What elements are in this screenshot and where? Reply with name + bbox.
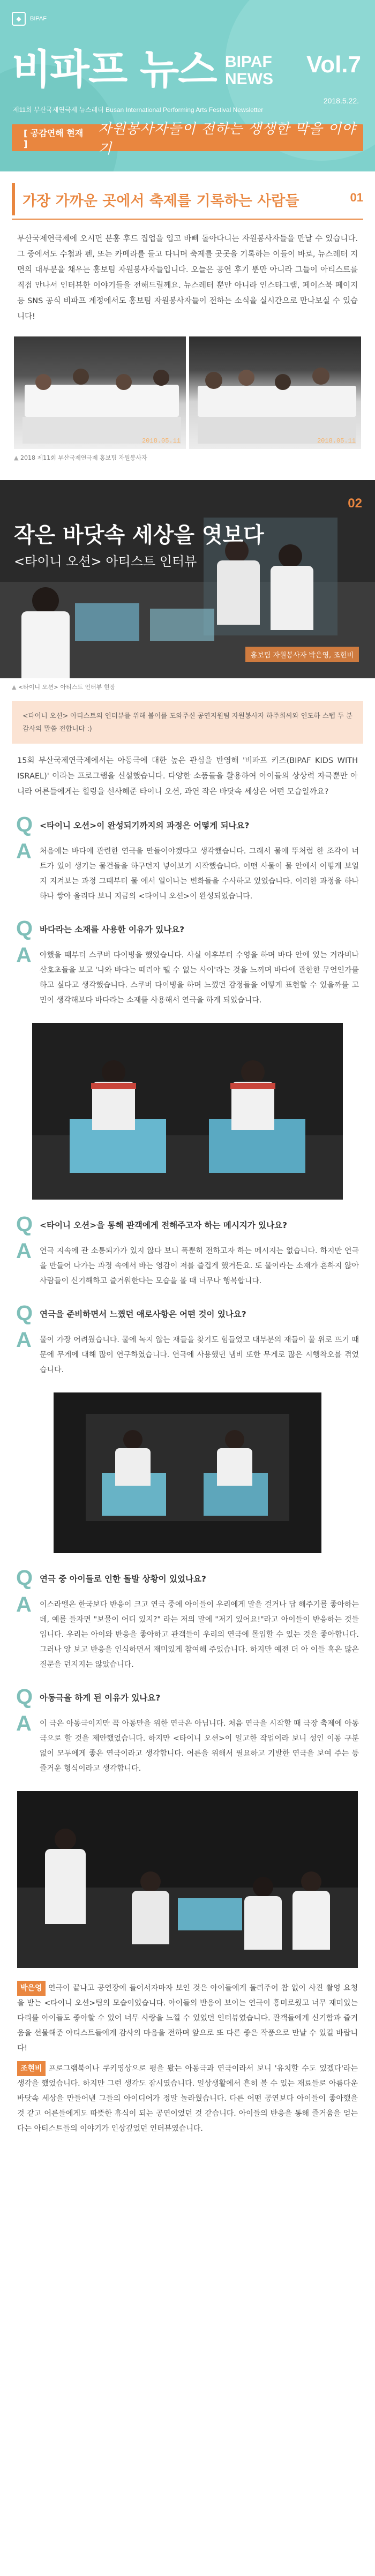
question-mark-icon: Q (16, 1301, 33, 1325)
remark-paragraph: 박은영 연극이 끝나고 공연장에 들어서자마자 보인 것은 아이들에게 돌려주어 참 없이 사진 촬영 요청을 받는 <타이니 오션>팀의 모습이었습니다. 아이들의 반응이 보이는 연극이 흥미로웠고 너무 재미있는 다리를 아이들도 좋아할 수 있어 너무 사랑을 느낄 수 있었던 인터뷰였습니다. 관객들에게 신기함과 즐거움을 선물해준 아티스트들에게 감사의 마음을 전하며 앞으로 또 다른 좋은 작품으로 만날 수 있길 바랍니다! (17, 1981, 358, 2056)
intro-note: <타이니 오션> 아티스트의 인터뷰를 위해 불어를 도와주신 공연지원팀 자원봉사자 하주희씨와 인도하 스텝 두 분 감사의 말씀 전합니다 :) (12, 701, 363, 744)
interviewer-name: 박은영 (17, 1981, 46, 1996)
performance-photo-1 (32, 1023, 343, 1200)
answer: A 아했을 때부터 스쿠버 다이빙을 했었습니다. 사실 이후부터 수영을 하며 바다 안에 있는 거라비나 산호초들을 보고 '나와 바다는 떼려야 뗄 수 없는 사이'라는 것을 느끼며 바다에 관한한 무언인가를 하고 싶다고 생각했습니다. 스쿠버 다이빙을 하며 느꼈던 감정들을 어떻게 표현할 수 있을까를 고민이 생각해보다 바다라는 소재를 사용해서 연극을 하게 되었습니다. (16, 945, 359, 1008)
logo-icon: ◆ (12, 12, 26, 26)
answer: A 연극 지속에 관 소통되가가 있지 않다 보니 폭뿐히 전하고자 하는 메시지는 없습니다. 하지만 연극을 만들어 나가는 과정 속에서 바는 영감이 저를 즐겁게 했거든요. 또 물이라는 소재가 흔하지 않아 사람들이 신기해하고 즐거워한다는 모습을 볼 때 너무나 행복합니다. (16, 1240, 359, 1289)
question: Q <타이니 오션>을 통해 관객에게 전해주고자 하는 메시지가 있나요? (16, 1212, 288, 1236)
section-heading (12, 183, 363, 215)
section-volunteers (0, 183, 375, 462)
answer-mark-icon: A (16, 1239, 32, 1263)
section-interview (0, 480, 375, 2136)
newsletter-subtitle: 제11회 부산국제연극제 뉴스레터 Busan International Performing Arts Festival Newsletter (13, 106, 264, 114)
photo-row (14, 336, 361, 449)
question-mark-icon: Q (16, 916, 33, 940)
question: Q 연극을 준비하면서 느꼈던 애로사항은 어떤 것이 있나요? (16, 1301, 246, 1325)
photo-caption: ▲ 2018 제11회 부산국제연극제 홍보팀 자원봉사자 (14, 453, 363, 462)
interview-hero-photo (0, 480, 375, 678)
answer: A 물이 가장 어려웠습니다. 물에 녹지 않는 재들을 찾기도 힘들었고 대부분의 재들이 물 위로 뜨기 때문에 무게에 대해 많이 연구하였습니다. 연극에 사용했던 냄비 또한 무게로 많은 시행착오를 겪었습니다. (16, 1329, 359, 1377)
answer-mark-icon: A (16, 1711, 32, 1735)
section-number: 01 (350, 191, 363, 204)
photo-label: 홍보팀 자원봉사자 박은영, 조현비 (245, 647, 359, 662)
answer-mark-icon: A (16, 1592, 32, 1616)
category-banner (12, 121, 363, 157)
lead-paragraph: 15회 부산국제연극제에서는 아동극에 대한 높은 관심을 반영해 '비파프 키즈(BIPAF KIDS WITH ISRAEL)' 이라는 프로그램을 신설했습니다. 다양한 소품들을 활용하여 아이들의 상상력 자극뿐만 아니라 어른들에게는 힐링을 선사해준 타이니 오션, 과연 작은 바닷속 세상은 어떤 모습일까요? (17, 756, 358, 796)
newsletter-title: 비파프 뉴스 (12, 46, 216, 93)
answer-mark-icon: A (16, 943, 32, 967)
banner-slogan: 자원봉사자들이 전하는 생생한 막을 이야기 (98, 121, 356, 157)
question: Q 바다라는 소재를 사용한 이유가 있나요? (16, 916, 185, 940)
question-mark-icon: Q (16, 1566, 33, 1590)
question-mark-icon: Q (16, 812, 33, 836)
answer: A 처음에는 바다에 관련한 연극을 만들어야겠다고 생각했습니다. 그래서 물에 뚜처럼 한 조각이 너 트가 있어 생기는 물건들을 하구던지 넣어보기 시작했습니다. 어떤 사물이 물 안에서 어떻게 보일지 지켜보는 과정 그때부터 물 에서 일어나는 변화들을 수사하고 있었습니다. 이러한 과정을 하나하나 쌓아 올리다 보니 지금의 <타이니 오션>이 완성되었습니다. (16, 841, 359, 904)
answer-mark-icon: A (16, 1328, 32, 1352)
qa-block (16, 814, 359, 1008)
interviewer-name: 조현비 (17, 2061, 46, 2076)
volunteer-photo-2 (189, 336, 361, 449)
remark-paragraph: 조현비 프로그램북이나 쿠키영상으로 평을 봤는 아동극과 연극이라서 보니 '유치할 수도 있겠다'라는 생각을 했었습니다. 하지만 그런 생각도 잠시였습니다. 일상생활에서 흔히 볼 수 있는 재료들로 아름다운 바닷속 세상을 만들어낸 그들의 아이디어가 정말 놀라웠습니다. 다른 어떤 공연보다 아이들이 좋아했을 것 같고 어른들에게도 따뜻한 휴식이 되는 공연이었던 것 같습니다. 아이들의 반응을 통해 즐거움을 얻는다는 아티스트들의 이야기가 인상깊었던 인터뷰였습니다. (17, 2061, 358, 2136)
question: Q 아동극을 하게 된 이유가 있나요? (16, 1684, 161, 1709)
question-mark-icon: Q (16, 1684, 33, 1709)
section-number: 02 (348, 496, 362, 511)
section-title: 가장 가까운 곳에서 축제를 기록하는 사람들 (22, 192, 299, 209)
issue-date: 2018.5.22. (323, 96, 359, 105)
newsletter-title-en: BIPAF NEWS (225, 53, 273, 88)
qa-block (16, 1214, 359, 1377)
qa-block (16, 1567, 359, 1776)
photo-timestamp: 2018.05.11 (317, 437, 356, 445)
section-body: 부산국제연극제에 오시면 분홍 후드 집업을 입고 바삐 돌아다니는 자원봉사자들을 만날 수 있습니다. 그 중에서도 수첩과 펜, 또는 카메라를 들고 다니며 축제를 곳곳을 기록하는 이들이 바로, 뉴스레터 지면의 대부분을 채우는 홍보팀 자원봉사자들입니다. 오늘은 공연 후기 뿐만 아니라 그들이 아티스트를 직접 만나서 인터뷰한 이야기들을 전해드릴께요. 뉴스레터 뿐만 아니라 인스타그램, 페이스북 페이지 등 SNS 공식 비파프 계정에서도 홍보팀 자원봉사자들이 전하는 소식을 실시간으로 만나보실 수 있습니다! (17, 235, 358, 321)
volunteer-photo-1 (14, 336, 186, 449)
performance-photo-2 (54, 1392, 321, 1553)
answer: A 이스라엘은 한국보다 반응이 크고 연극 중에 아이들이 우리에게 말을 걸거나 답 해주기를 좋아하는데, 예를 들자면 "보물이 어디 있지?" 라는 저의 말에 "저기 있어요!"라고 아이들이 반응하는 것들입니다. 우리는 아이와 반응을 좋아하고 관객들이 우리의 연극에 몰입할 수 있는 것을 좋아합니다. 그러나 앙 보고 반응을 인식하면서 재미있게 참여해 주었습니다. 하지만 예전 더 아 이들 혹은 많은 질문을 던지지는 않았습니다. (16, 1594, 359, 1672)
answer-mark-icon: A (16, 839, 32, 863)
group-photo (17, 1791, 358, 1968)
category-label: [ 공감연해 현재 ] (24, 128, 84, 149)
section-divider (12, 219, 363, 220)
interviewer-remarks (17, 1981, 358, 2136)
question: Q <타이니 오션>이 완성되기까지의 과정은 어떻게 되나요? (16, 812, 250, 836)
question: Q 연극 중 아이들로 인한 돌발 상황이 있었나요? (16, 1566, 206, 1590)
question-mark-icon: Q (16, 1212, 33, 1236)
volume-number: Vol.7 (306, 51, 361, 78)
answer: A 이 극은 아동극이지만 꼭 아동만을 위한 연극은 아닙니다. 처음 연극을 시작할 때 극장 축제에 아동극으로 할 것을 제안했었습니다. 하지만 <타이니 오션>이 일고한 작업이라 보니 성인 이동 구분 없이 모두에게 좋은 연극이라고 생각합니다. 어른을 위해서 필요하고 기발한 연극을 보여 주는 등 즐거운 형식이라고 생각합니다. (16, 1713, 359, 1776)
photo-caption: ▲ <타이니 오션> 아티스트 인터뷰 현장 (12, 683, 375, 691)
festival-logo: ◆ BIPAF (12, 12, 47, 26)
section-subtitle: <타이니 오션> 아티스트 인터뷰 (14, 554, 197, 569)
section-title: 작은 바닷속 세상을 엿보다 (14, 523, 264, 548)
photo-timestamp: 2018.05.11 (141, 437, 181, 445)
newsletter-header (0, 0, 375, 171)
